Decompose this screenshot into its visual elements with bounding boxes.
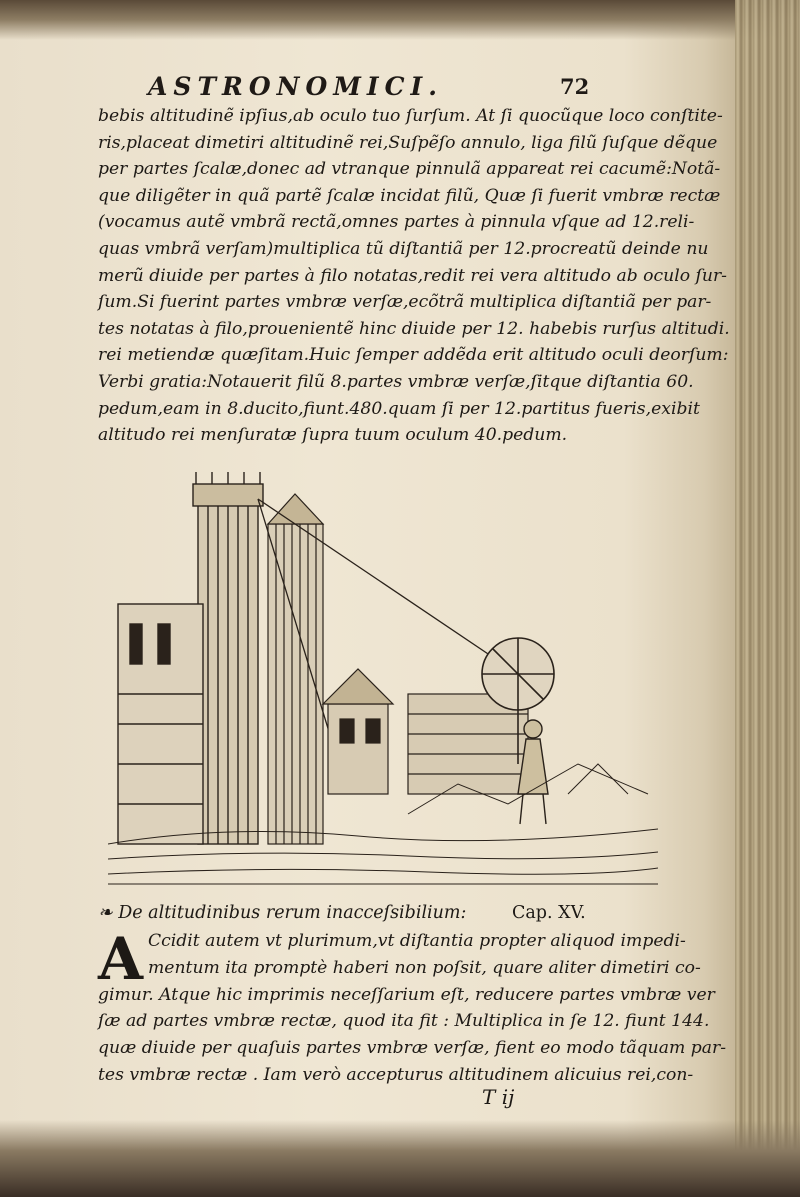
text-line: Ccidit autem vt plurimum,vt diſtantia propter aliquod impedi- [148,931,686,951]
text-line: tes vmbræ rectæ . Iam verò accepturus altitudinem alicuius rei,con- [98,1064,694,1085]
chapter-number: Cap. XV. [511,903,586,923]
text-line: per partes ſcalæ,donec ad vtranque pinnulã appareat rei cacumẽ:Notã- [98,159,721,180]
top-edge-shadow [0,0,800,40]
signature-mark: T ij [482,1085,515,1109]
text-line: gimur. Atque hic imprimis neceſſarium eſt, reducere partes vmbræ ver [98,984,715,1005]
running-head: ASTRONOMICI. [148,72,443,101]
chapter-section [98,900,738,1089]
chapter-heading [98,900,738,928]
text-line: rei metiendæ quæſitam.Huic ſemper addẽda erit altitudo oculi deorſum: [98,345,729,366]
woodcut-tower-left [118,472,263,844]
drop-capital: A [98,925,144,993]
text-line: mentum ita promptè haberi non poſsit, quare aliter dimetiri co- [148,957,701,978]
text-line: merũ diuide per partes à filo notatas,redit rei vera altitudo ab oculo ſur- [98,265,727,286]
woodcut-tower-right [268,494,323,844]
text-line: bebis altitudinẽ ipſius,ab oculo tuo ſurſum. At ſi quocũque loco conſtite- [98,106,723,126]
text-line: que diligẽter in quã partẽ ſcalæ incidat filũ, Quæ ſi fuerit vmbræ rectæ [98,185,721,206]
page-edge-stack [735,0,800,1197]
body-paragraph [98,103,728,449]
text-line: Verbi gratia:Notauerit filũ 8.partes vmbræ verſæ,ſitque diſtantia 60. [98,371,694,392]
woodcut-illustration [108,464,658,894]
page-number: 72 [560,74,590,99]
page-header [100,72,620,102]
text-line: quas vmbrã verſam)multiplica tũ diſtantiã per 12.procreatũ deinde nu [98,238,709,259]
bottom-edge-shadow [0,1120,800,1197]
text-line: ſum.Si fuerint partes vmbræ verſæ,ecõtrã multiplica diſtantiã per par- [98,292,712,313]
text-line: pedum,eam in 8.ducito,fiunt.480.quam ſi per 12.partitus fueris,exibit [98,398,700,419]
text-line: altitudo rei menſuratæ ſupra tuum oculum 40.pedum. [98,425,568,446]
text-line: ris,placeat dimetiri altitudinẽ rei,Suſpẽſo annulo, liga filũ ſuſque dẽque [98,132,718,153]
text-line: quæ diuide per quaſuis partes vmbræ verſæ, fient eo modo tãquam par- [98,1038,727,1059]
text-line: (vocamus autẽ vmbrã rectã,omnes partes à pinnula vſque ad 12.reli- [98,212,695,233]
text-line: tes notatas à filo,prouenientẽ hinc diuide per 12. habebis rurſus altitudi. [98,318,730,339]
chapter-title: ❧ De altitudinibus rerum inacceſsibilium: [98,903,467,923]
text-line: ſæ ad partes vmbræ rectæ, quod ita fit : Multiplica in ſe 12. fiunt 144. [98,1011,710,1032]
